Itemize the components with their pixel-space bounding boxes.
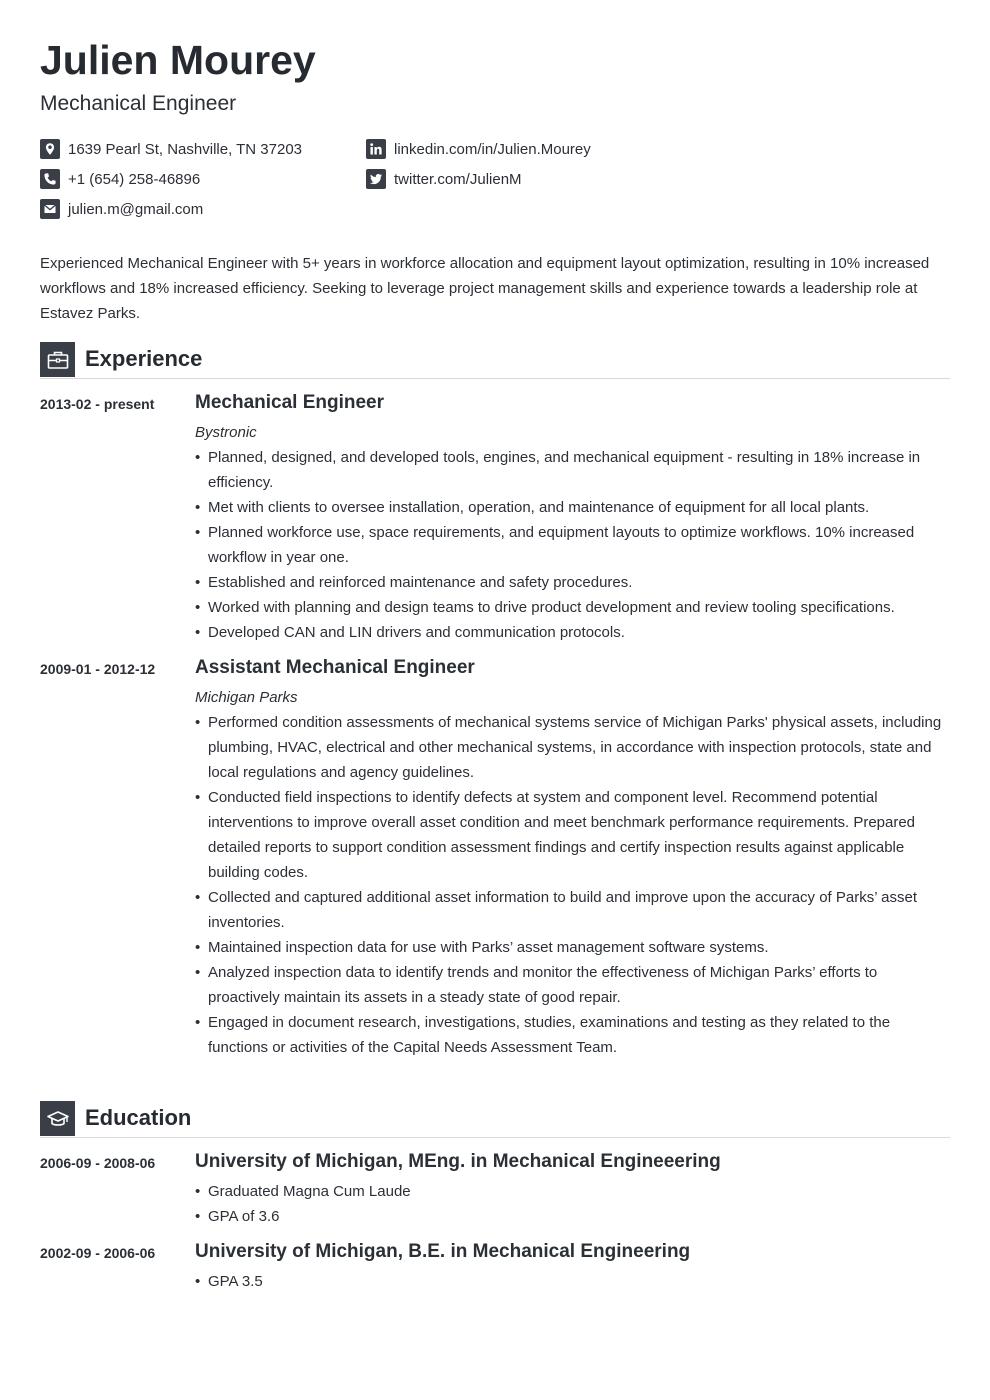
list-item: • Maintained inspection data for use with Parks’ asset management software systems. <box>195 935 950 960</box>
job-dates: 2013-02 - present <box>40 396 155 412</box>
linkedin-icon <box>366 139 386 159</box>
contact-twitter <box>366 168 522 190</box>
job-bullets <box>195 710 950 1060</box>
list-item: • Performed condition assessments of mechanical systems service of Michigan Parks' physical assets, including plumbing, HVAC, electrical and other mechanical systems, in accordance with inspection protocols, state and local regulations and agency guidelines. <box>195 710 950 785</box>
twitter-text: twitter.com/JulienM <box>394 170 522 188</box>
profile-summary: Experienced Mechanical Engineer with 5+ years in workforce allocation and equipment layout optimization, resulting in 10% increased workflows and 18% increased efficiency. Seeking to leverage project management skills and experience towards a leadership role at Estavez Parks. <box>40 255 930 322</box>
list-item: • Collected and captured additional asset information to build and improve upon the accuracy of Parks’ asset inventories. <box>195 885 950 935</box>
education-heading: Education <box>85 1105 192 1130</box>
list-item: • Worked with planning and design teams to drive product development and review tooling specifications. <box>195 595 950 620</box>
linkedin-text: linkedin.com/in/Julien.Mourey <box>394 140 591 158</box>
education-dates: 2006-09 - 2008-06 <box>40 1155 156 1171</box>
job-dates: 2009-01 - 2012-12 <box>40 661 156 677</box>
job-title: Mechanical Engineer <box>195 392 385 413</box>
education-bullets <box>195 1269 950 1294</box>
job-bullets <box>195 445 950 645</box>
contact-address <box>40 138 302 160</box>
experience-section-header <box>40 342 950 379</box>
graduation-cap-icon <box>40 1101 75 1136</box>
phone-icon <box>40 169 60 189</box>
contact-email <box>40 198 203 220</box>
job-company: Bystronic <box>195 424 257 441</box>
twitter-icon <box>366 169 386 189</box>
phone-text: +1 (654) 258-46896 <box>68 170 201 188</box>
list-item: • Planned, designed, and developed tools, engines, and mechanical equipment - resulting in 18% increase in efficiency. <box>195 445 950 495</box>
experience-heading: Experience <box>85 346 203 371</box>
candidate-name: Julien Mourey <box>40 37 316 83</box>
list-item: • Engaged in document research, investigations, studies, examinations and testing as they related to the functions or activities of the Capital Needs Assessment Team. <box>195 1010 950 1060</box>
list-item: • Established and reinforced maintenance and safety procedures. <box>195 570 950 595</box>
list-item: • GPA 3.5 <box>195 1269 950 1294</box>
list-item: • Analyzed inspection data to identify trends and monitor the effectiveness of Michigan Parks’ efforts to proactively maintain its assets in a steady state of good repair. <box>195 960 950 1010</box>
list-item: • Planned workforce use, space requirements, and equipment layouts to optimize workflows. 10% increased workflow in year one. <box>195 520 950 570</box>
job-company: Michigan Parks <box>195 689 298 706</box>
contact-linkedin <box>366 138 591 160</box>
list-item: • Met with clients to oversee installation, operation, and maintenance of equipment for all local plants. <box>195 495 950 520</box>
education-section-header <box>40 1101 950 1138</box>
list-item: • GPA of 3.6 <box>195 1204 950 1229</box>
email-text: julien.m@gmail.com <box>68 200 204 218</box>
education-bullets <box>195 1179 950 1229</box>
envelope-icon <box>40 199 60 219</box>
location-pin-icon <box>40 139 60 159</box>
education-title: University of Michigan, MEng. in Mechanical Engineeering <box>195 1151 721 1172</box>
contact-phone <box>40 168 200 190</box>
education-title: University of Michigan, B.E. in Mechanical Engineering <box>195 1241 691 1262</box>
candidate-title: Mechanical Engineer <box>40 92 237 115</box>
briefcase-icon <box>40 342 75 377</box>
list-item: • Conducted field inspections to identify defects at system and component level. Recommend potential interventions to improve overall asset condition and meet benchmark performance requirements. Prepared detailed reports to support condition assessment findings and certify inspection results against applicable building codes. <box>195 785 950 885</box>
education-dates: 2002-09 - 2006-06 <box>40 1245 156 1261</box>
address-text: 1639 Pearl St, Nashville, TN 37203 <box>68 140 303 158</box>
job-title: Assistant Mechanical Engineer <box>195 657 475 678</box>
list-item: • Developed CAN and LIN drivers and communication protocols. <box>195 620 950 645</box>
list-item: • Graduated Magna Cum Laude <box>195 1179 950 1204</box>
